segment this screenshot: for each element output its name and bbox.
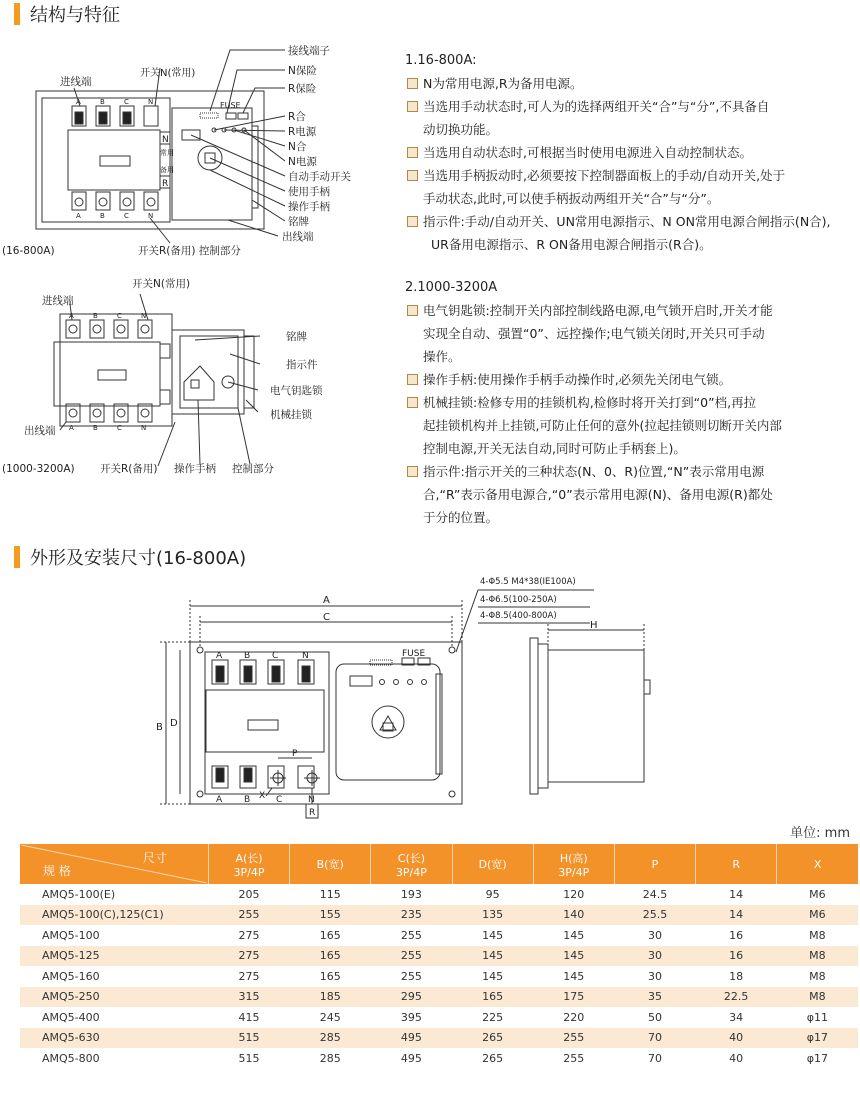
- label-control-2: 控制部分: [232, 463, 274, 475]
- spec1-item-5-cont: UR备用电源指示、R ON备用电源合闸指示(R合)。: [431, 237, 712, 252]
- table-cell-value: 35: [614, 987, 695, 1008]
- pole3-top-b: B: [244, 651, 251, 661]
- section-structure-title: 结构与特征: [30, 5, 120, 26]
- label-auto-manual: 自动手动开关: [288, 171, 351, 183]
- dim-p-label: P: [292, 749, 298, 759]
- spec-1000-3200a: [405, 276, 853, 529]
- table-row: [20, 987, 858, 1008]
- table-cell-value: 165: [319, 928, 341, 942]
- table-cell-value: 275: [238, 928, 260, 942]
- table-cell-value: 185: [290, 987, 371, 1008]
- table-cell-value: 245: [319, 1010, 341, 1024]
- pole-top-c: C: [124, 98, 129, 106]
- header-x-l1: X: [813, 857, 822, 871]
- table-body: [20, 884, 858, 1069]
- section-marker-2: [14, 546, 20, 568]
- table-cell-value: M8: [777, 987, 858, 1008]
- header-a-l1: A(长): [235, 851, 263, 865]
- table-cell-value: 495: [371, 1028, 452, 1049]
- header-r: [696, 844, 777, 884]
- section-dimensions-header: [0, 544, 246, 570]
- table-cell-value: 235: [371, 905, 452, 926]
- dim-d-label: D: [170, 718, 178, 729]
- table-cell-value: 515: [208, 1028, 289, 1049]
- table-cell-value: 70: [647, 1051, 662, 1065]
- dim-c-label: C: [323, 612, 330, 623]
- table-cell-value: 225: [482, 1010, 504, 1024]
- table-cell-value: 14: [729, 887, 744, 901]
- dim-x-label: X: [259, 791, 266, 801]
- table-cell-value: 14: [696, 905, 777, 926]
- pole-top-b: B: [100, 98, 105, 106]
- diagram-16-800a: [0, 40, 400, 265]
- table-cell-value: 24.5: [642, 887, 668, 901]
- spec-16-800a: [405, 49, 853, 256]
- section-structure-header: [0, 1, 120, 27]
- table-cell-value: 155: [290, 905, 371, 926]
- spec1-item-2: 当选用手动状态时,可人为的选择两组开关“合”与“分”,不具备自: [405, 95, 853, 118]
- table-cell-value: 255: [400, 928, 422, 942]
- dim-h-label: H: [590, 620, 598, 631]
- label-switch-r-control: 开关R(备用) 控制部分: [138, 245, 241, 257]
- table-cell-value: 50: [647, 1010, 662, 1024]
- header-h-l2: 3P/4P: [558, 865, 590, 879]
- spec1-item-5: 指示件:手动/自动开关、UN常用电源指示、N ON常用电源合闸指示(N合),: [405, 210, 853, 233]
- header-a-l2: 3P/4P: [233, 865, 265, 879]
- spec1-item-4: 当选用手柄扳动时,必须要按下控制器面板上的手动/自动开关,处于: [405, 164, 853, 187]
- pole-top-n: N: [148, 98, 154, 106]
- table-row: [20, 1028, 858, 1049]
- corner-bottom-label: 规 格: [43, 864, 71, 878]
- label-terminal-block: 接线端子: [288, 45, 330, 57]
- table-cell-model: AMQ5-100(E): [42, 887, 116, 901]
- pole3-bot-c: C: [276, 795, 283, 805]
- dim-r-label: R: [309, 808, 316, 818]
- table-cell-value: 255: [533, 1028, 614, 1049]
- table-cell-value: 175: [533, 987, 614, 1008]
- label-out-terminal-2: 出线端: [24, 425, 56, 437]
- corner-top-label: 尺寸: [142, 851, 167, 865]
- spec2-item-1: 电气钥匙锁:控制开关内部控制线路电源,电气锁开启时,开关才能: [405, 299, 853, 322]
- table-cell-value: 285: [290, 1028, 371, 1049]
- table-cell-value: 255: [371, 946, 452, 967]
- table-cell-value: 193: [400, 887, 422, 901]
- pole3-bot-n: N: [308, 795, 315, 805]
- label-n-box: N: [162, 135, 169, 145]
- header-p: [614, 844, 695, 884]
- pole-bot-b: B: [100, 212, 105, 220]
- table-cell-value: 255: [208, 905, 289, 926]
- table-row: [20, 1007, 858, 1028]
- pole3-top-a: A: [216, 651, 223, 661]
- label-mech-lock: 机械挂锁: [270, 409, 312, 421]
- diagram-dimensions: [0, 570, 860, 820]
- pole3-bot-a: A: [216, 795, 223, 805]
- label-r-fuse: R保险: [288, 83, 317, 95]
- table-cell-model: AMQ5-100(C),125(C1): [20, 905, 208, 926]
- header-x: [777, 844, 858, 884]
- label-r-side: 备用: [160, 166, 174, 174]
- spec-1000-3200a-heading: 2.1000-3200A: [405, 280, 498, 295]
- header-d: [452, 844, 533, 884]
- table-cell-value: 25.5: [614, 905, 695, 926]
- hole-note-1: 4-Φ5.5 M4*38(IE100A): [480, 577, 576, 587]
- spec2-item-4-cont-a: 合,“R”表示备用电源合,“0”表示常用电源(N)、备用电源(R)都处: [423, 487, 773, 502]
- pole2-bot-n: N: [141, 424, 147, 432]
- table-cell-value: 115: [319, 887, 341, 901]
- table-cell-value: 295: [371, 987, 452, 1008]
- diagram-1000-3200a: [0, 272, 400, 482]
- table-cell-value: 205: [238, 887, 260, 901]
- pole2-bot-b: B: [93, 424, 98, 432]
- label-range-16-800a: (16-800A): [2, 245, 55, 257]
- table-cell-value: M8: [777, 946, 858, 967]
- table-cell-value: 34: [729, 1010, 744, 1024]
- label-indicator: 指示件: [286, 359, 318, 371]
- table-cell-value: 22.5: [696, 987, 777, 1008]
- pole-top-a: A: [76, 98, 81, 106]
- header-c-l2: 3P/4P: [395, 865, 427, 879]
- table-cell-model: AMQ5-125: [20, 946, 208, 967]
- table-cell-model: AMQ5-100: [42, 928, 100, 942]
- hole-note-3: 4-Φ8.5(400-800A): [480, 611, 557, 621]
- spec1-item-1: N为常用电源,R为备用电源。: [405, 72, 853, 95]
- section-dimensions-title: 外形及安装尺寸(16-800A): [30, 548, 247, 569]
- table-cell-model: AMQ5-160: [42, 969, 100, 983]
- pole2-top-a: A: [69, 312, 74, 320]
- label-out-terminal: 出线端: [282, 231, 314, 243]
- dimensions-table: [20, 844, 858, 1069]
- label-switch-r-2: 开关R(备用): [100, 463, 158, 475]
- table-row: [20, 1048, 858, 1069]
- unit-label: 单位: mm: [790, 826, 850, 841]
- spec1-item-4-cont: 手动状态,此时,可以使手柄扳动两组开关“合”与“分”。: [423, 191, 720, 206]
- header-p-l1: P: [651, 857, 659, 871]
- table-cell-value: 265: [452, 1028, 533, 1049]
- table-cell-value: 515: [238, 1051, 260, 1065]
- header-h-l1: H(高): [559, 851, 588, 865]
- table-cell-value: 145: [452, 946, 533, 967]
- table-cell-value: 70: [614, 1028, 695, 1049]
- pole3-top-c: C: [272, 651, 279, 661]
- spec1-item-2-cont: 动切换功能。: [423, 122, 499, 137]
- pole-bot-c: C: [124, 212, 129, 220]
- label-op-handle: 操作手柄: [288, 201, 330, 213]
- table-cell-value: 285: [319, 1051, 341, 1065]
- label-switch-n: 开关N(常用): [140, 68, 196, 79]
- table-cell-model: AMQ5-630: [20, 1028, 208, 1049]
- table-cell-value: M6: [777, 905, 858, 926]
- label-r-power: R电源: [288, 126, 317, 138]
- header-c-l1: C(长): [397, 851, 426, 865]
- label-in-terminal: 进线端: [60, 76, 92, 88]
- table-cell-value: 30: [614, 946, 695, 967]
- pole2-top-b: B: [93, 312, 98, 320]
- table-cell-value: 30: [647, 969, 662, 983]
- table-cell-value: 16: [696, 946, 777, 967]
- spec1-item-3: 当选用自动状态时,可根据当时使用电源进入自动控制状态。: [405, 141, 853, 164]
- label-n-fuse: N保险: [288, 65, 317, 77]
- hole-note-2: 4-Φ6.5(100-250A): [480, 595, 557, 605]
- label-op-handle-2: 操作手柄: [174, 463, 216, 475]
- table-cell-value: 16: [729, 928, 744, 942]
- header-a: [208, 844, 289, 884]
- table-cell-value: 145: [482, 969, 504, 983]
- label-e-lock: 电气钥匙锁: [270, 385, 323, 397]
- table-cell-value: 395: [400, 1010, 422, 1024]
- section-marker: [14, 3, 20, 25]
- label-range-1000-3200a: (1000-3200A): [2, 463, 75, 475]
- table-cell-value: 495: [400, 1051, 422, 1065]
- header-b: [290, 844, 371, 884]
- spec-16-800a-heading: 1.16-800A:: [405, 53, 477, 68]
- table-cell-value: 30: [647, 928, 662, 942]
- header-r-l1: R: [732, 857, 740, 871]
- spec2-item-3-cont-a: 起挂锁机构并上挂锁,可防止任何的意外(拉起挂锁则切断开关内部: [423, 418, 782, 433]
- spec2-item-4: 指示件:指示开关的三种状态(N、0、R)位置,“N”表示常用电源: [405, 460, 853, 483]
- table-cell-value: 40: [696, 1028, 777, 1049]
- table-row: [20, 905, 858, 926]
- table-header-row: [20, 844, 858, 884]
- label-switch-n-2: 开关N(常用): [132, 278, 191, 290]
- spec2-item-3-cont-b: 控制电源,开关无法自动,同时可防止手柄套上)。: [423, 441, 686, 456]
- table-cell-model: AMQ5-250: [20, 987, 208, 1008]
- header-h: [533, 844, 614, 884]
- table-cell-value: 145: [482, 928, 504, 942]
- label-n-power: N电源: [288, 156, 317, 168]
- table-cell-value: M6: [809, 887, 826, 901]
- header-b-l1: B(宽): [316, 858, 344, 871]
- pole-bot-n: N: [148, 212, 154, 220]
- pole2-top-c: C: [117, 312, 122, 320]
- label-nameplate: 铭牌: [288, 216, 309, 228]
- table-cell-model: AMQ5-800: [42, 1051, 100, 1065]
- label-use-handle: 使用手柄: [288, 186, 330, 198]
- table-corner-cell: [20, 844, 208, 884]
- fuse-label: FUSE: [402, 649, 426, 659]
- table-cell-value: 95: [485, 887, 500, 901]
- spec2-item-1-cont-b: 操作。: [423, 349, 461, 364]
- header-c: [371, 844, 452, 884]
- table-cell-value: 165: [452, 987, 533, 1008]
- label-n-on: N合: [288, 141, 307, 153]
- label-in-terminal-2: 进线端: [42, 295, 74, 307]
- spec2-item-3: 机械挂锁:检修专用的挂锁机构,检修时将开关打到“0”档,再拉: [405, 391, 853, 414]
- label-r-on: R合: [288, 111, 306, 123]
- table-cell-value: 255: [563, 1051, 585, 1065]
- table-cell-value: φ17: [777, 1028, 858, 1049]
- table-cell-value: 145: [563, 928, 585, 942]
- table-cell-value: 145: [533, 946, 614, 967]
- table-cell-value: 18: [729, 969, 744, 983]
- table-row: [20, 946, 858, 967]
- table-cell-value: 255: [400, 969, 422, 983]
- table-row: [20, 884, 858, 905]
- table-row: [20, 925, 858, 946]
- pole2-bot-c: C: [117, 424, 122, 432]
- table-cell-value: 415: [238, 1010, 260, 1024]
- table-cell-value: 165: [290, 946, 371, 967]
- label-r-box: R: [162, 179, 169, 189]
- table-row: [20, 966, 858, 987]
- table-cell-value: 220: [563, 1010, 585, 1024]
- table-cell-value: M8: [809, 969, 826, 983]
- table-cell-value: 265: [482, 1051, 504, 1065]
- spec2-item-2: 操作手柄:使用操作手柄手动操作时,必须先关闭电气锁。: [405, 368, 853, 391]
- table-cell-value: 315: [208, 987, 289, 1008]
- spec2-item-1-cont-a: 实现全自动、强置“0”、远控操作;电气锁关闭时,开关只可手动: [423, 326, 765, 341]
- label-n-side: 常用: [160, 149, 174, 157]
- spec2-item-4-cont-b: 于分的位置。: [423, 510, 499, 525]
- dim-b-label: B: [156, 722, 163, 733]
- dim-a-label: A: [323, 595, 330, 606]
- table-cell-value: φ11: [806, 1010, 828, 1024]
- table-cell-value: 275: [208, 946, 289, 967]
- table-cell-value: 275: [238, 969, 260, 983]
- pole3-top-n: N: [302, 651, 309, 661]
- table-cell-value: 165: [319, 969, 341, 983]
- table-cell-value: φ17: [806, 1051, 828, 1065]
- header-d-l1: D(宽): [478, 858, 507, 871]
- table-cell-model: AMQ5-400: [42, 1010, 100, 1024]
- pole3-bot-b: B: [244, 795, 251, 805]
- pole2-bot-a: A: [69, 424, 74, 432]
- table-cell-value: 140: [533, 905, 614, 926]
- table-cell-value: 40: [729, 1051, 744, 1065]
- pole-bot-a: A: [76, 212, 81, 220]
- table-cell-value: M8: [809, 928, 826, 942]
- table-cell-value: 145: [563, 969, 585, 983]
- label-fuse: FUSE: [220, 101, 241, 110]
- pole2-top-n: N: [141, 312, 147, 320]
- table-cell-value: 135: [452, 905, 533, 926]
- table-cell-value: 120: [563, 887, 585, 901]
- label-nameplate-2: 铭牌: [286, 331, 307, 343]
